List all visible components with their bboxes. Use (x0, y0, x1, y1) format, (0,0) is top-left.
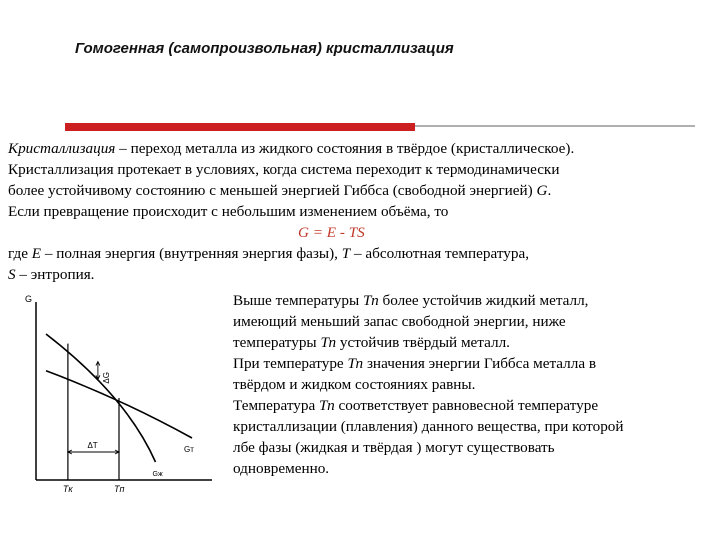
intro-line-2: Кристаллизация протекает в условиях, когда система переходит к термодинамически (8, 161, 560, 178)
l6-a: Температура (233, 397, 320, 414)
explanation-line-9: одновременно. (233, 460, 330, 477)
intro-line-3-end: . (547, 182, 552, 199)
delta-g-label: ΔG (101, 372, 111, 384)
y-axis-label: G (25, 294, 33, 304)
series-label-gt: Gт (184, 445, 194, 454)
explanation-text (233, 290, 713, 479)
intro-paragraph (8, 138, 713, 285)
explanation-line-7: кристаллизации (плавления) данного вещества, при которой (233, 418, 624, 435)
temp-desc: – абсолютная температура, (350, 245, 529, 262)
title-underline-accent (65, 123, 415, 131)
series-label-gzh: Gж (152, 471, 163, 478)
gibbs-formula: G = E - TS (298, 224, 365, 241)
explanation-line-4 (233, 353, 713, 374)
tn-2: Тп (320, 334, 337, 351)
explanation-line-5: твёрдом и жидком состояниях равны. (233, 376, 476, 393)
tick-label-tn: Tп (114, 484, 125, 494)
intro-line-3 (8, 180, 713, 201)
l6-b: соответствует равновесной температуре (334, 397, 599, 414)
definition-text: – переход металла из жидкого состояния в твёрдое (кристаллическое). (115, 140, 575, 157)
tn-3: Тп (347, 355, 364, 372)
var-s: S (8, 266, 16, 283)
var-e: E (31, 245, 42, 262)
l1-a: Выше температуры (233, 292, 363, 309)
l4-a: При температуре (233, 355, 348, 372)
tn-4: Тп (319, 397, 335, 414)
explanation-line-2: имеющий меньший запас свободной энергии, ниже (233, 313, 566, 330)
entropy-desc: – энтропия. (15, 266, 95, 283)
var-t: T (341, 245, 351, 262)
tick-label-tk: Tк (62, 484, 73, 494)
intro-line-6 (8, 264, 713, 285)
l4-b: значения энергии Гиббса металла в (363, 355, 597, 372)
title-underline-rule (415, 125, 695, 127)
intro-line-5 (8, 243, 713, 264)
explanation-line-6 (233, 395, 713, 416)
delta-t-label: ΔT (87, 441, 98, 450)
intro-line-3-text: более устойчивому состоянию с меньшей энергией Гиббса (свободной энергией) (8, 182, 537, 199)
tn-1: Тп (363, 292, 379, 309)
l3-a: температуры (233, 334, 321, 351)
definition-line (8, 138, 713, 159)
intro-line-4: Если превращение происходит с небольшим изменением объёма, то (8, 203, 449, 220)
gibbs-energy-chart (22, 290, 222, 500)
l1-b: более устойчив жидкий металл, (378, 292, 589, 309)
slide-title: Гомогенная (самопроизвольная) кристаллизация (75, 40, 454, 57)
energy-desc: – полная энергия (внутренняя энергия фазы), (41, 245, 342, 262)
explanation-line-8: лбе фазы (жидкая и твёрдая ) могут существовать (233, 439, 555, 456)
explanation-line-3 (233, 332, 713, 353)
var-g: G (536, 182, 548, 199)
explanation-line-1 (233, 290, 713, 311)
term-crystallization: Кристаллизация (8, 140, 116, 157)
where-word: где (8, 245, 32, 262)
l3-b: устойчив твёрдый металл. (336, 334, 510, 351)
